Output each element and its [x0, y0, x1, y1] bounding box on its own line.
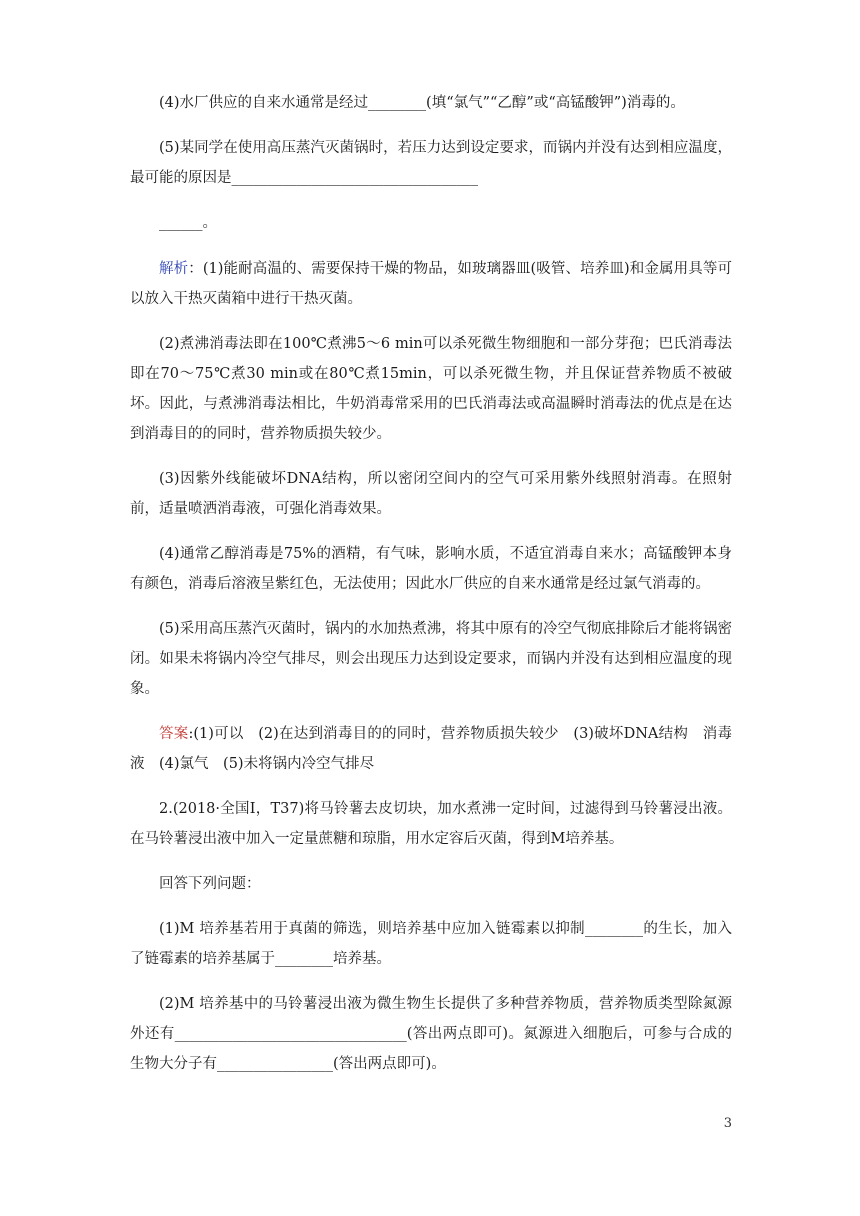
- analysis-paragraph-3: (3)因紫外线能破坏DNA结构，所以密闭空间内的空气可采用紫外线照射消毒。在照射前，适量喷洒消毒液，可强化消毒效果。: [130, 471, 732, 517]
- question-2-prompt: 回答下列问题：: [159, 876, 261, 892]
- page-number: 3: [723, 1116, 732, 1131]
- analysis-paragraph-5: (5)采用高压蒸汽灭菌时，锅内的水加热煮沸，将其中原有的冷空气彻底排除后才能将锅密闭。如果未将锅内冷空气排尽，则会出现压力达到设定要求，而锅内并没有达到相应温度的现象。: [130, 621, 732, 697]
- analysis-paragraph-1: [130, 254, 732, 314]
- question-2-part-1: (1)M 培养基若用于真菌的筛选，则培养基中应加入链霉素以抑制________的生长，加入了链霉素的培养基属于________培养基。: [130, 921, 732, 967]
- question-2-part-2: (2)M 培养基中的马铃薯浸出液为微生物生长提供了多种营养物质，营养物质类型除氮源外还有________________________________(答出两点即可)。氮源进入细胞后，可参与合成的生物大分子有________________(答出两点即可)。: [130, 996, 732, 1072]
- answer-paragraph: [130, 719, 732, 779]
- answer-text: :(1)可以 (2)在达到消毒目的的同时，营养物质损失较少 (3)破坏DNA结构 消毒液 (4)氯气 (5)未将锅内冷空气排尽: [130, 726, 733, 772]
- analysis-text-1: ：(1)能耐高温的、需要保持干燥的物品，如玻璃器皿(吸管、培养皿)和金属用具等可以放入干热灭菌箱中进行干热灭菌。: [130, 261, 733, 307]
- question-5-tail: ______。: [159, 215, 217, 231]
- question-4: (4)水厂供应的自来水通常是经过________(填“氯气”“乙醇”或“高锰酸钾”)消毒的。: [159, 95, 685, 111]
- page-content: [130, 88, 732, 1094]
- question-2-intro: 2.(2018·全国Ⅰ，T37)将马铃薯去皮切块，加水煮沸一定时间，过滤得到马铃薯浸出液。在马铃薯浸出液中加入一定量蔗糖和琼脂，用水定容后灭菌，得到M培养基。: [130, 801, 732, 847]
- analysis-label: 解析: [159, 261, 189, 277]
- analysis-paragraph-2: (2)煮沸消毒法即在100℃煮沸5～6 min可以杀死微生物细胞和一部分芽孢；巴氏消毒法即在70～75℃煮30 min或在80℃煮15min，可以杀死微生物，并且保证营养物质不被破坏。因此，与煮沸消毒法相比，牛奶消毒常采用的巴氏消毒法或高温瞬时消毒法的优点是在达到消毒目的的同时，营养物质损失较少。: [130, 336, 732, 442]
- answer-label: 答案: [159, 726, 189, 742]
- analysis-paragraph-4: (4)通常乙醇消毒是75%的酒精，有气味，影响水质，不适宜消毒自来水；高锰酸钾本身有颜色，消毒后溶液呈紫红色，无法使用；因此水厂供应的自来水通常是经过氯气消毒的。: [130, 546, 732, 592]
- question-5: (5)某同学在使用高压蒸汽灭菌锅时，若压力达到设定要求，而锅内并没有达到相应温度，最可能的原因是__________________________________: [130, 140, 732, 186]
